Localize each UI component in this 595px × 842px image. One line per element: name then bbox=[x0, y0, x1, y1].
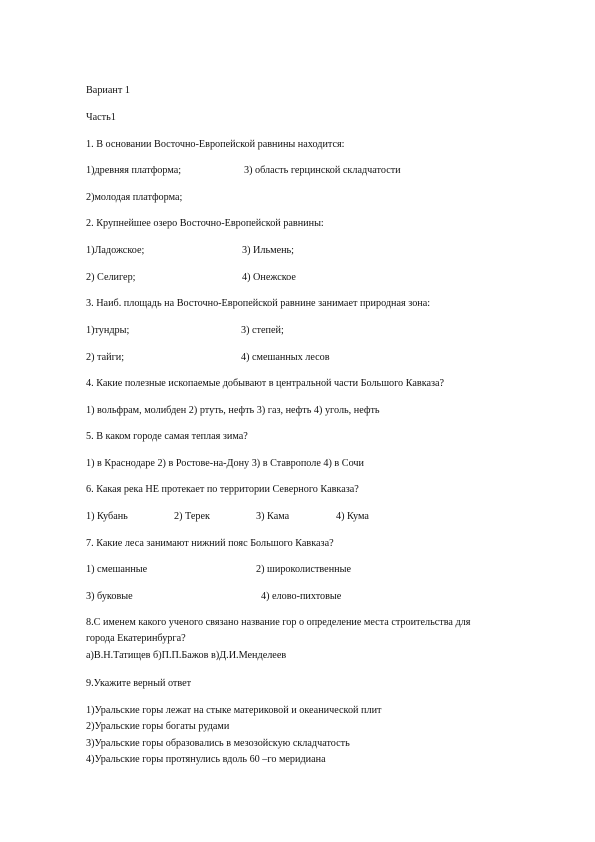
q1-option-3: 3) область герцинской складчатости bbox=[244, 165, 401, 176]
q9-option-4: 4)Уральские горы протянулись вдоль 60 –го меридиана bbox=[86, 754, 326, 765]
question-5: 5. В каком городе самая теплая зима? bbox=[86, 431, 248, 442]
question-3: 3. Наиб. площадь на Восточно-Европейской равнине занимает природная зона: bbox=[86, 298, 431, 309]
variant-heading: Вариант 1 bbox=[86, 85, 130, 96]
q6-option-1: 1) Кубань bbox=[86, 511, 128, 522]
q2-option-1: 1)Ладожское; bbox=[86, 245, 145, 256]
q9-option-3: 3)Уральские горы образовались в мезозойскую складчатость bbox=[86, 738, 350, 749]
q6-option-4: 4) Кума bbox=[336, 511, 369, 522]
q3-option-3: 3) степей; bbox=[241, 325, 284, 336]
question-7: 7. Какие леса занимают нижний пояс Большого Кавказа? bbox=[86, 538, 334, 549]
question-8-line-1: 8.С именем какого ученого связано название гор о определение места строительства для bbox=[86, 617, 471, 628]
q2-option-4: 4) Онежское bbox=[242, 272, 296, 283]
q1-option-2: 2)молодая платформа; bbox=[86, 192, 183, 203]
q2-option-3: 3) Ильмень; bbox=[242, 245, 295, 256]
q3-option-4: 4) смешанных лесов bbox=[241, 352, 330, 363]
q5-options: 1) в Краснодаре 2) в Ростове-на-Дону 3) в Ставрополе 4) в Сочи bbox=[86, 458, 364, 469]
q3-option-2: 2) тайги; bbox=[86, 352, 125, 363]
part-heading: Часть1 bbox=[86, 112, 116, 123]
q3-option-1: 1)тундры; bbox=[86, 325, 130, 336]
q2-option-2: 2) Селигер; bbox=[86, 272, 136, 283]
q8-options: а)В.Н.Татищев б)П.П.Бажов в)Д.И.Менделеев bbox=[86, 650, 287, 661]
q6-option-3: 3) Кама bbox=[256, 511, 290, 522]
q7-option-2: 2) широколиственные bbox=[256, 564, 351, 575]
question-6: 6. Какая река НЕ протекает по территории Северного Кавказа? bbox=[86, 484, 359, 495]
q7-option-1: 1) смешанные bbox=[86, 564, 148, 575]
question-8-line-2: города Екатеринбурга? bbox=[86, 633, 186, 644]
q7-option-4: 4) елово-пихтовые bbox=[261, 591, 342, 602]
q9-option-1: 1)Уральские горы лежат на стыке материковой и океанической плит bbox=[86, 705, 382, 716]
question-9: 9.Укажите верный ответ bbox=[86, 678, 192, 689]
question-1: 1. В основании Восточно-Европейской равнины находится: bbox=[86, 139, 345, 150]
q1-option-1: 1)древняя платформа; bbox=[86, 165, 182, 176]
q6-option-2: 2) Терек bbox=[174, 511, 210, 522]
question-4: 4. Какие полезные ископаемые добывают в центральной части Большого Кавказа? bbox=[86, 378, 445, 389]
question-2: 2. Крупнейшее озеро Восточно-Европейской равнины: bbox=[86, 218, 324, 229]
q7-option-3: 3) буковые bbox=[86, 591, 133, 602]
q4-options: 1) вольфрам, молибден 2) ртуть, нефть 3) газ, нефть 4) уголь, нефть bbox=[86, 405, 380, 416]
q9-option-2: 2)Уральские горы богаты рудами bbox=[86, 721, 230, 732]
